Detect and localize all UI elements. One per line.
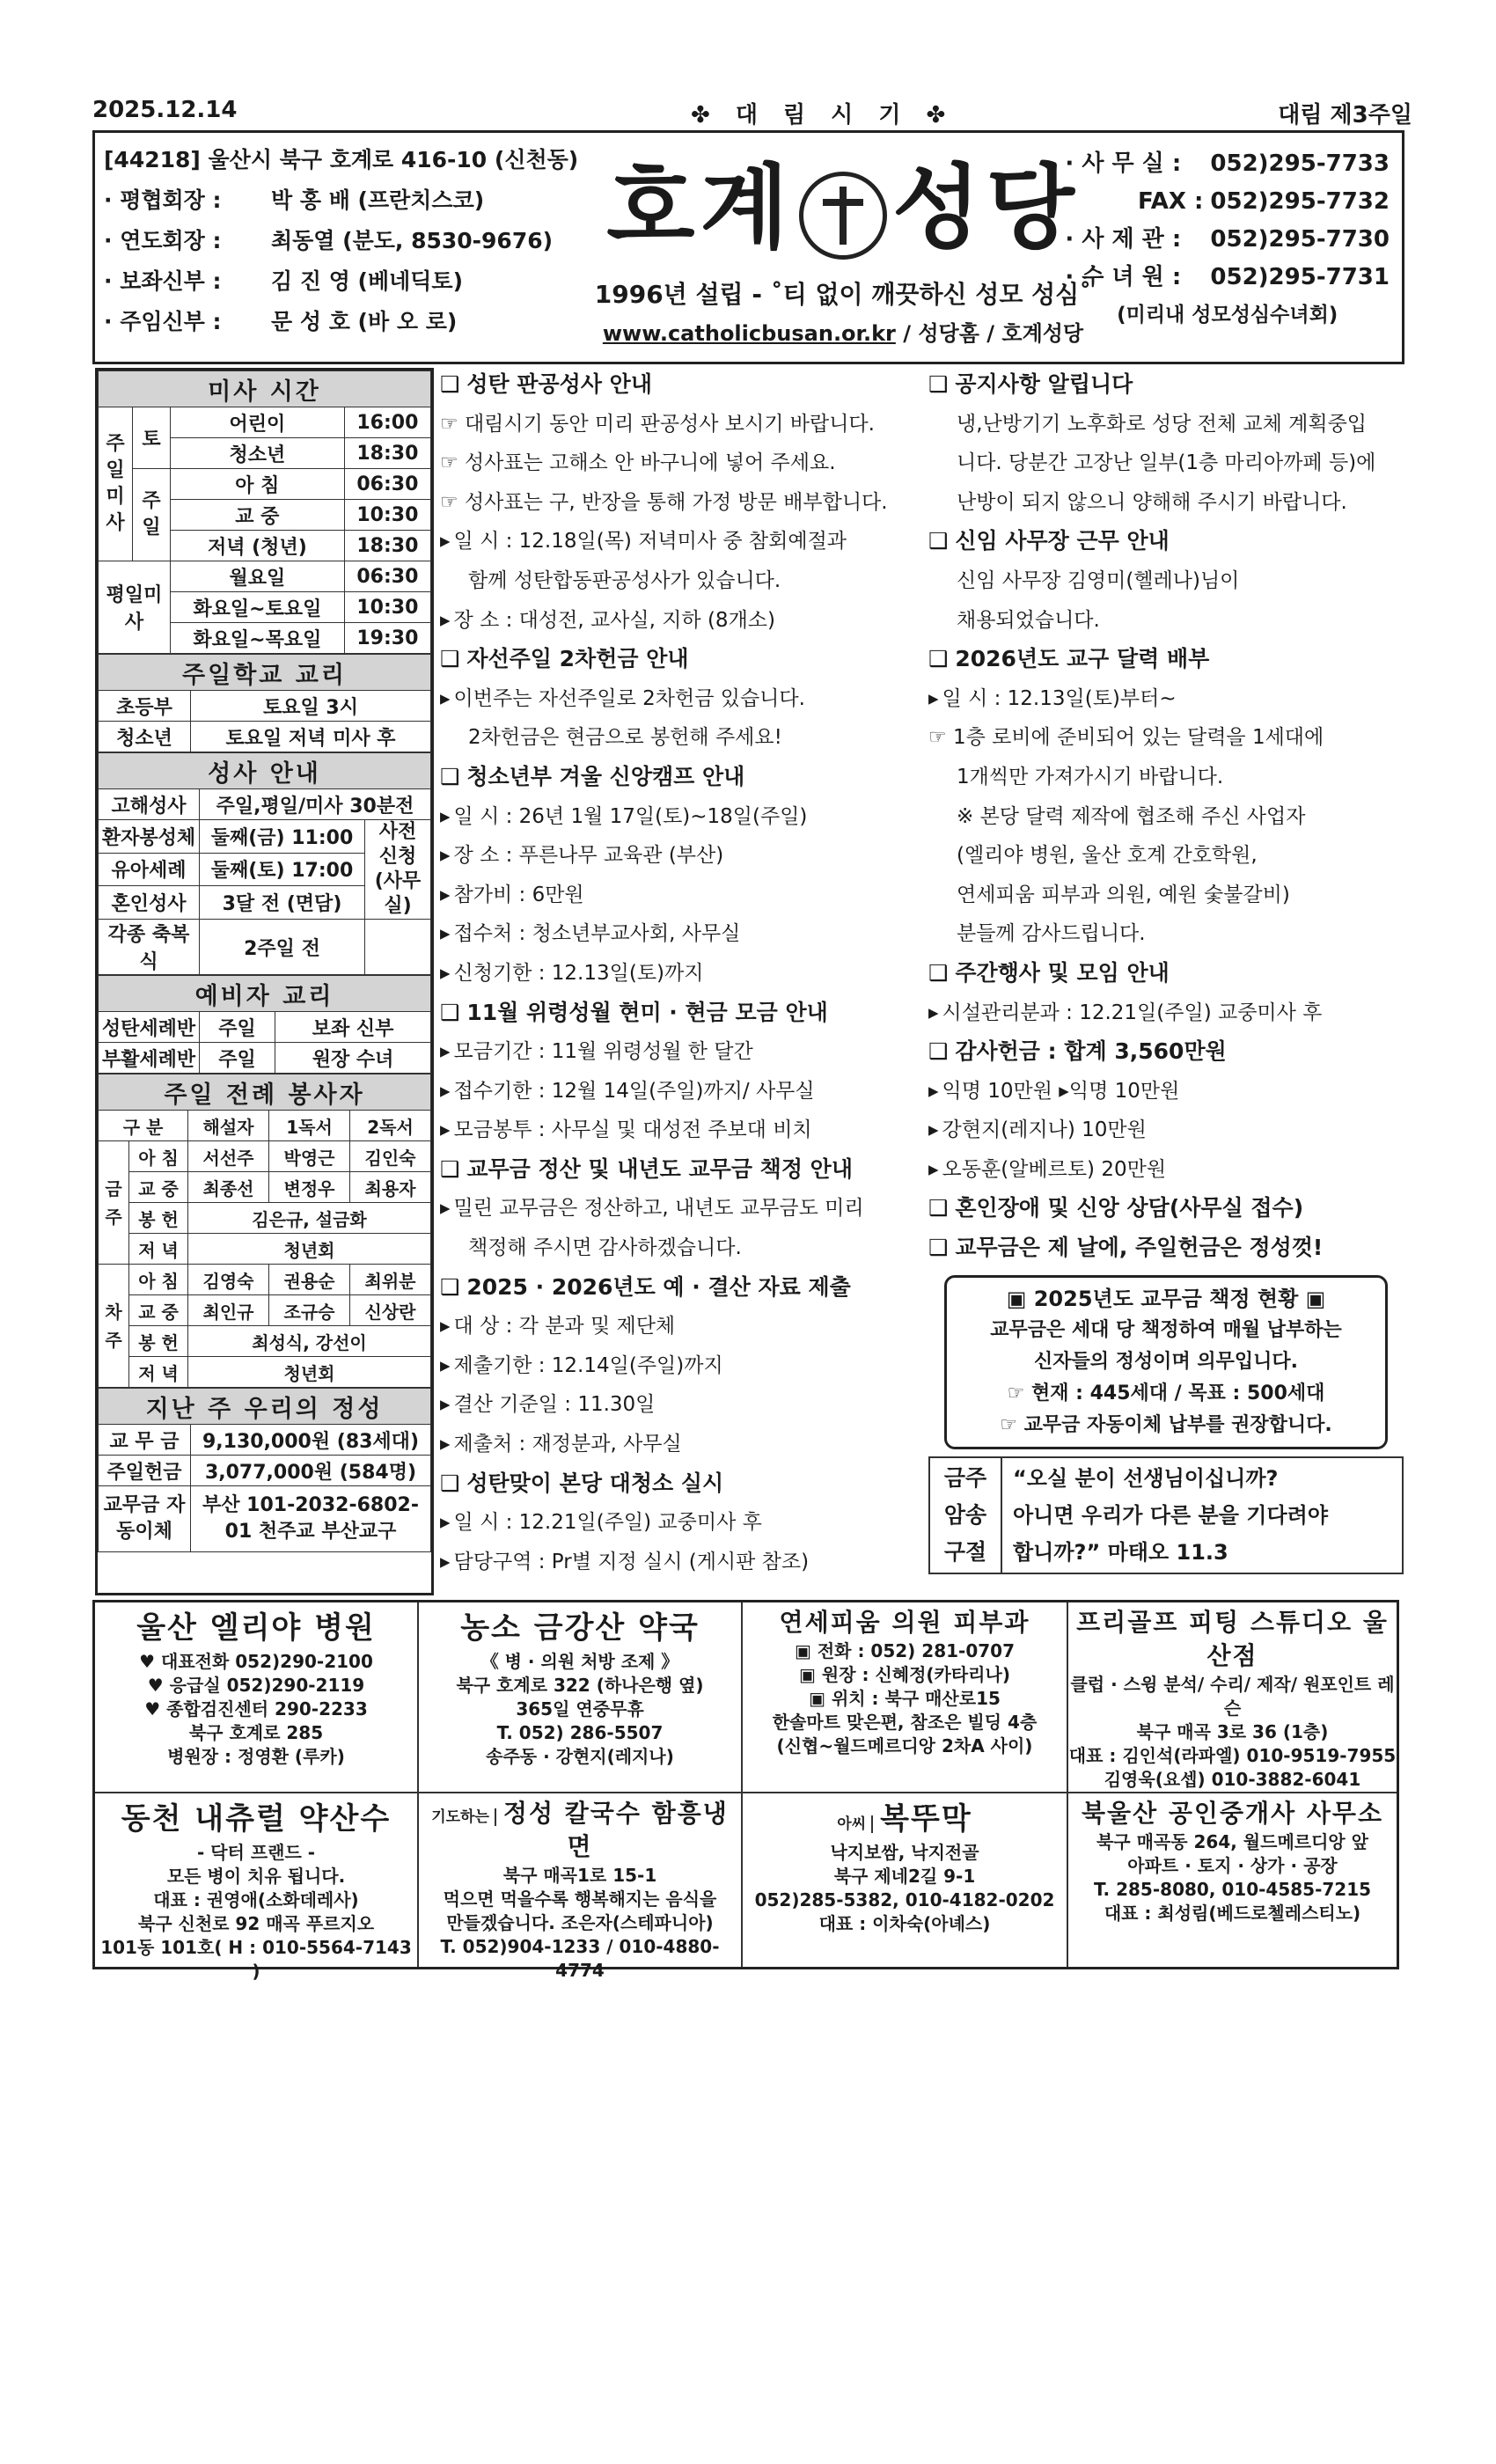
- ad-block: [95, 1602, 419, 1793]
- notice-line: ▸ 일 시 : 12.21일(주일) 교중미사 후: [440, 1503, 924, 1543]
- notice-line: ▸ 참가비 : 6만원: [440, 876, 924, 915]
- ad-line: ▣ 위치 : 북구 매산로15: [809, 1688, 1001, 1709]
- ad-line: 북구 신천로 92 매곡 푸르지오: [137, 1913, 375, 1934]
- ad-line: 만들겠습니다. 조은자(스테파니아): [446, 1912, 714, 1933]
- ad-line: 한솔마트 맞은편, 참조은 빌딩 4층: [772, 1712, 1038, 1733]
- notice-line: ▸ 제출기한 : 12.14일(주일)까지: [440, 1346, 924, 1386]
- catechumen-table: 예비자 교리 성탄세례반 주일 보좌 신부 부활세례반 주일 원장 수녀: [98, 975, 431, 1074]
- notice-heading: ❑ 혼인장애 및 신앙 상담(사무실 접수): [928, 1189, 1404, 1228]
- notice-heading: ❑ 청소년부 겨울 신앙캠프 안내: [440, 758, 924, 797]
- notice-line: ▸ 모금기간 : 11월 위령성월 한 달간: [440, 1032, 924, 1072]
- ad-block: [419, 1602, 743, 1793]
- ad-line: 김영욱(요셉) 010-3882-6041: [1104, 1769, 1361, 1790]
- ad-line: 북구 매곡 3로 36 (1층): [1136, 1721, 1329, 1742]
- notice-line: (엘리야 병원, 울산 호계 간호학원,: [957, 844, 1258, 868]
- notice-line: ☞ 1층 로비에 준비되어 있는 달력을 1세대에: [928, 718, 1404, 758]
- ad-line: ▣ 원장 : 신혜정(카타리나): [799, 1664, 1010, 1685]
- ad-title: 복뚜막: [880, 1801, 972, 1837]
- ad-line: ♥ 응급실 052)290-2119: [147, 1675, 365, 1696]
- notice-line: ▸ 결산 기준일 : 11.30일: [440, 1385, 924, 1425]
- notice-heading: ❑ 주간행사 및 모임 안내: [928, 954, 1404, 994]
- parish-website-line: www.catholicbusan.or.kr / 성당홈 / 호계성당: [602, 321, 1084, 346]
- notices-column-middle: [440, 365, 924, 1581]
- ad-line: 052)285-5382, 010-4182-0202: [754, 1889, 1055, 1910]
- parish-title: 호계 성당: [606, 153, 1080, 261]
- ad-title: 북울산 공인중개사 사무소: [1081, 1799, 1384, 1828]
- notice-line: ▸ 일 시 : 12.13일(토)부터~: [928, 679, 1404, 719]
- memory-verse: [928, 1456, 1404, 1574]
- notice-line: 책정해 주시면 감사하겠습니다.: [468, 1236, 742, 1260]
- notice-heading: ❑ 성탄 판공성사 안내: [440, 365, 924, 405]
- ad-line: T. 285-8080, 010-4585-7215: [1093, 1879, 1372, 1900]
- ad-line: 대표 : 이차숙(아녜스): [818, 1913, 991, 1934]
- notice-line: ☞ 성사표는 구, 반장을 통해 가정 방문 배부합니다.: [440, 483, 924, 523]
- notice-line: ▸ 장 소 : 대성전, 교사실, 지하 (8개소): [440, 601, 924, 641]
- notice-line: 신임 사무장 김영미(헬레나)님이: [957, 568, 1240, 592]
- parish-subtitle: 1996년 설립 - ˚티 없이 깨끗하신 성모 성심˚: [594, 280, 1092, 309]
- info-row: · 보좌신부 : 김 진 영 (베네딕토): [104, 268, 464, 294]
- notice-line: ▸ 대 상 : 각 분과 및 제단체: [440, 1307, 924, 1346]
- notice-line: ▸ 일 시 : 26년 1월 17일(토)~18일(주일): [440, 797, 924, 837]
- notice-line: ▸ 접수기한 : 12월 14일(주일)까지/ 사무실: [440, 1072, 924, 1111]
- notice-line: ▸ 밀린 교무금은 정산하고, 내년도 교무금도 미리: [440, 1189, 924, 1228]
- masthead: [92, 130, 1404, 364]
- ad-block: [1068, 1602, 1397, 1793]
- ad-line: 북구 호계로 285: [188, 1722, 324, 1743]
- notice-line: ▸ 신청기한 : 12.13일(토)까지: [440, 954, 924, 994]
- sponsor-ads: [92, 1600, 1399, 1982]
- notice-heading: ❑ 교무금 정산 및 내년도 교무금 책정 안내: [440, 1150, 924, 1190]
- ad-line: 북구 매곡동 264, 월드메르디앙 앞: [1096, 1831, 1369, 1852]
- notice-line: ▸ 일 시 : 12.18일(목) 저녁미사 중 참회예절과: [440, 522, 924, 561]
- notice-heading: ❑ 공지사항 알립니다: [928, 365, 1404, 405]
- notice-line: ▸ 강현지(레지나) 10만원: [928, 1111, 1404, 1150]
- ad-line: 먹으면 먹을수록 행복해지는 음식을: [443, 1888, 717, 1910]
- info-row: · 주임신부 : 문 성 호 (바 오 로): [104, 309, 458, 334]
- ad-line: 송주동 · 강현지(레지나): [486, 1746, 674, 1767]
- ad-line: ▣ 전화 : 052) 281-0707: [795, 1640, 1015, 1661]
- notice-line: 분들께 감사드립니다.: [957, 922, 1146, 946]
- notice-line: ▸ 오동훈(알베르토) 20만원: [928, 1150, 1404, 1190]
- pledge-status-box: ▣ 2025년도 교무금 책정 현황 ▣ 교무금은 세대 당 책정하여 매월 납부하는 신자들의 정성이며 의무입니다. ☞ 현재 : 445세대 / 목표 : 500세대 ☞ 교무금 자동이체 납부를 권장합니다.: [944, 1275, 1388, 1449]
- ad-block: [743, 1602, 1068, 1793]
- memory-verse-text: “오실 분이 선생님이십니까? 아니면 우리가 다른 분을 기다려야 합니까?” 마태오 11.3: [1013, 1465, 1328, 1565]
- ad-title: 정성 칼국수 함흥냉면: [502, 1799, 729, 1861]
- memory-verse-label: 금주 암송 구절: [930, 1458, 1002, 1573]
- notice-line: 냉,난방기기 노후화로 성당 전체 교체 계획중입: [957, 412, 1368, 436]
- notice-line: ▸ 이번주는 자선주일로 2차헌금 있습니다.: [440, 679, 924, 719]
- ad-tag: 아씨: [837, 1815, 873, 1833]
- ad-line: 모든 병이 치유 됩니다.: [166, 1866, 346, 1887]
- ad-line: ♥ 대표전화 052)290-2100: [139, 1651, 373, 1672]
- ad-line: 북구 제네2길 9-1: [833, 1866, 976, 1887]
- ad-title: 프리골프 피팅 스튜디오 울산점: [1076, 1608, 1389, 1670]
- notice-line: ※ 본당 달력 제작에 협조해 주신 사업자: [957, 804, 1306, 828]
- notice-line: 함께 성탄합동판공성사가 있습니다.: [468, 568, 781, 592]
- ad-line: 대표 : 권영애(소화데레사): [153, 1889, 359, 1910]
- contact-row: · 수 녀 원 : 052)295-7731: [1065, 264, 1390, 290]
- section-title: 미사 시간: [99, 371, 431, 407]
- ad-line: 북구 매곡1로 15-1: [502, 1865, 657, 1886]
- liturgical-week: 대림 제3주일: [1278, 102, 1412, 128]
- ad-block: [1068, 1793, 1397, 1967]
- ad-line: (신협~월드메르디앙 2차A 사이): [776, 1735, 1033, 1756]
- contact-numbers: [1065, 145, 1390, 334]
- contact-row: FAX : 052)295-7732: [1138, 188, 1390, 215]
- contact-row: · 사 제 관 : 052)295-7730: [1065, 226, 1390, 253]
- notice-line: ▸ 담당구역 : Pr별 지정 실시 (게시판 참조): [440, 1543, 924, 1582]
- notice-line: 채용되었습니다.: [957, 608, 1100, 632]
- notice-line: 1개씩만 가져가시기 바랍니다.: [957, 765, 1224, 788]
- notice-line: 2차헌금은 현금으로 봉헌해 주세요!: [468, 726, 782, 750]
- notice-line: 연세피움 피부과 의원, 예원 숯불갈비): [957, 883, 1290, 906]
- notice-heading: ❑ 감사헌금 : 합계 3,560만원: [928, 1032, 1404, 1072]
- offering-table: 지난 주 우리의 정성 교 무 금 9,130,000원 (83세대) 주일헌금 3,077,000원 (584명) 교무금 자동이체 부산 101-2032-6802-01 천주교 부산교구: [98, 1388, 431, 1552]
- sunday-school-table: 주일학교 교리 초등부 토요일 3시 청소년 토요일 저녁 미사 후: [98, 654, 431, 752]
- ad-title: 동천 내츄럴 약산수: [121, 1801, 392, 1837]
- ad-line: 365일 연중무휴: [516, 1698, 644, 1720]
- parish-address: [44218] 울산시 북구 호계로 416-10 (신천동): [104, 147, 579, 172]
- ad-line: 101동 101호( H : 010-5564-7143 ): [100, 1937, 412, 1982]
- ad-line: 클럽 · 스윙 분석/ 수리/ 제작/ 원포인트 레슨: [1070, 1674, 1395, 1719]
- ad-tag: 기도하는: [431, 1808, 496, 1826]
- ad-line: 《 병 · 의원 처방 조제 》: [480, 1651, 679, 1672]
- notice-heading: ❑ 2025 · 2026년도 예 · 결산 자료 제출: [440, 1268, 924, 1308]
- info-row: · 평협회장 : 박 홍 배 (프란치스코): [104, 187, 485, 213]
- notice-line: ▸ 시설관리분과 : 12.21일(주일) 교중미사 후: [928, 994, 1404, 1033]
- notice-heading: ❑ 11월 위령성월 현미 · 현금 모금 안내: [440, 994, 924, 1033]
- notice-line: ▸ 접수처 : 청소년부교사회, 사무실: [440, 914, 924, 954]
- notice-line: 난방이 되지 않으니 양해해 주시기 바랍니다.: [957, 490, 1347, 514]
- convent-note: (미리내 성모성심수녀회): [1117, 304, 1338, 326]
- ad-line: - 닥터 프랜드 -: [196, 1842, 316, 1863]
- notice-line: ▸ 제출처 : 재정분과, 사무실: [440, 1425, 924, 1464]
- liturgy-servers-table: 주일 전례 봉사자 구 분 해설자 1독서 2독서 금주 아 침 서선주 박영근 김인숙 교 중 최종선 변정우 최용자 봉 헌 김은규, 설금화 저 녁 청년회 차주 아 침 김영숙 권용순 최위분 교 중 최인규 조규승 신상란 봉 헌 최성식, 강선이 저 녁 청년회: [98, 1074, 431, 1388]
- notices-column-right: [928, 365, 1404, 1574]
- website-link[interactable]: www.catholicbusan.or.kr: [602, 321, 896, 346]
- ad-line: 병원장 : 정영환 (루카): [167, 1746, 345, 1767]
- notice-heading: ❑ 2026년도 교구 달력 배부: [928, 640, 1404, 679]
- notice-line: ▸ 익명 10만원 ▸익명 10만원: [928, 1072, 1404, 1111]
- notice-line: ▸ 모금봉투 : 사무실 및 대성전 주보대 비치: [440, 1111, 924, 1150]
- schedule-column: [95, 368, 434, 1595]
- notice-heading: ❑ 교무금은 제 날에, 주일헌금은 정성껏!: [928, 1228, 1404, 1268]
- ad-line: 대표 : 최성림(베드로첼레스티노): [1104, 1903, 1361, 1924]
- ad-line: T. 052) 286-5507: [496, 1722, 664, 1743]
- info-row: · 연도회장 : 최동열 (분도, 8530-9676): [104, 228, 554, 253]
- ad-line: ♥ 종합검진센터 290-2233: [144, 1698, 368, 1720]
- bulletin-date: 2025.12.14: [92, 97, 238, 123]
- notice-line: ▸ 장 소 : 푸른나무 교육관 (부산): [440, 836, 924, 876]
- notice-heading: ❑ 성탄맞이 본당 대청소 실시: [440, 1464, 924, 1504]
- notice-heading: ❑ 자선주일 2차헌금 안내: [440, 640, 924, 679]
- ad-line: 북구 호계로 322 (하나은행 옆): [456, 1675, 704, 1696]
- ad-title: 울산 엘리야 병원: [136, 1610, 376, 1646]
- ad-line: 아파트 · 토지 · 상가 · 공장: [1127, 1855, 1338, 1876]
- ad-block: [95, 1793, 419, 1982]
- ad-line: 낙지보쌈, 낙지전골: [830, 1842, 979, 1863]
- ad-block: [419, 1793, 743, 1981]
- notice-line: ☞ 성사표는 고해소 안 바구니에 넣어 주세요.: [440, 444, 924, 483]
- ad-block: [743, 1793, 1068, 1967]
- top-header: [92, 97, 1412, 132]
- mass-times-table: 미사 시간 주일미사 토 어린이 16:00 청소년 18:30 주일 아 침 06:30 교 중 10:30 저녁 (청년) 18:30 평일미사 월요일 06:30 화요일~토요일 10:30 화요일~목요일 19:30: [98, 370, 431, 654]
- parish-info: [104, 140, 578, 342]
- liturgical-season: ✤ 대 림 시 기 ✤: [691, 102, 955, 128]
- notice-line: ☞ 대림시기 동안 미리 판공성사 보시기 바랍니다.: [440, 405, 924, 444]
- ad-title: 농소 금강산 약국: [460, 1610, 700, 1646]
- notice-heading: ❑ 신임 사무장 근무 안내: [928, 522, 1404, 561]
- sacraments-table: 성사 안내 고해성사 주일,평일/미사 30분전 환자봉성체 둘째(금) 11:00 사전 신청 (사무실) 유아세례 둘째(토) 17:00 혼인성사 3달 전 (면담) 각종 축복식 2주일 전: [98, 752, 431, 975]
- contact-row: · 사 무 실 : 052)295-7733: [1065, 150, 1390, 177]
- ad-line: 대표 : 김인석(라파엘) 010-9519-7955: [1068, 1745, 1397, 1766]
- ad-title: 연세피움 의원 피부과: [779, 1608, 1030, 1637]
- ad-line: T. 052)904-1233 / 010-4880-4774: [440, 1936, 720, 1981]
- notice-line: 니다. 당분간 고장난 일부(1층 마리아까페 등)에: [957, 451, 1376, 475]
- parish-seal-icon: [799, 172, 887, 260]
